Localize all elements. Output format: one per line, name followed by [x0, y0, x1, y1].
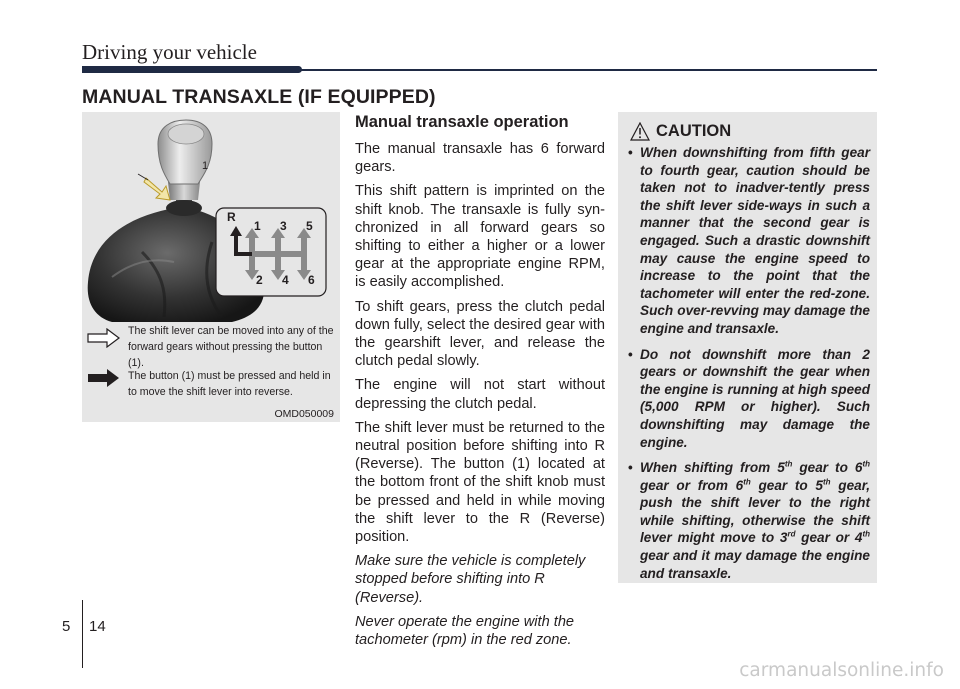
callout-number: 1: [202, 160, 209, 172]
operation-paragraph: To shift gears, press the clutch pedal down fully, select the desired gear with the gearshift lever, and release the clutch pedal slowly.: [355, 298, 605, 370]
operation-paragraph: This shift pattern is imprinted on the shift knob. The transaxle is fully syn-chronized in all forward gears so shifting to either a higher or a lower gear at the appropriate engine RPM, is easily accomplished.: [355, 183, 605, 291]
button-callout-arrow: [144, 178, 170, 200]
footer-divider: [82, 600, 83, 668]
gear-label-4: 4: [282, 273, 289, 287]
gear-label-2: 2: [256, 273, 263, 287]
caution-title: CAUTION: [656, 122, 732, 140]
watermark: carmanualsonline.info: [739, 660, 944, 681]
caution-list: [628, 144, 870, 590]
outline-arrow-icon: [87, 328, 121, 348]
caution-item: • When shifting from 5th gear to 6th gear or from 6th gear to 5th gear, push the shift lever to the right while shifting, otherwise the shift lever might move to 3rd gear or 4th gear and it may damage the engine and transaxle.: [628, 459, 871, 581]
operation-note: Never operate the engine with the tachometer (rpm) in the red zone.: [355, 613, 575, 649]
operation-paragraph: The engine will not start without depressing the clutch pedal.: [355, 377, 605, 412]
section-title: MANUAL TRANSAXLE (IF EQUIPPED): [82, 86, 436, 108]
caution-box: [618, 112, 877, 583]
legend-text-solid: The button (1) must be pressed and held in to move the shift lever into reverse.: [128, 370, 331, 398]
gear-label-r: R: [227, 210, 236, 224]
gear-label-3: 3: [280, 219, 287, 233]
figure-code: OMD050009: [274, 408, 334, 420]
operation-column: [355, 112, 605, 655]
caution-item: • Do not downshift more than 2 gears or downshift the gear when the engine is running at high speed (5,000 RPM or higher). Such downshifting may damage the engine.: [628, 346, 870, 450]
header-rule: [300, 69, 877, 71]
caution-item: • When downshifting from fifth gear to fourth gear, caution should be taken not to inadver-tently press the shift lever side-ways in such a manner that the second gear is engaged. Such a drastic downshift may cause the engine speed to increase to the point that the tachometer will enter the red-zone. Such over-revving may damage the engine and transaxle.: [628, 145, 870, 336]
operation-note: Make sure the vehicle is completely stopped before shifting into R (Reverse).: [355, 553, 586, 606]
shift-lever-figure: [82, 112, 340, 422]
operation-paragraph: The manual transaxle has 6 forward gears.: [355, 141, 605, 176]
operation-heading: Manual transaxle operation: [355, 113, 569, 131]
header-accent-bar: [82, 66, 302, 73]
gear-label-1: 1: [254, 219, 261, 233]
solid-arrow-icon: [87, 368, 121, 388]
warning-triangle-icon: [630, 122, 650, 142]
gear-label-5: 5: [306, 219, 313, 233]
page-header-title: Driving your vehicle: [82, 40, 257, 64]
gear-label-6: 6: [308, 273, 315, 287]
legend-text-outline: The shift lever can be moved into any of the forward gears without pressing the button (1).: [128, 325, 334, 369]
chapter-number: 5: [62, 618, 71, 635]
page-number: 14: [89, 618, 106, 635]
operation-paragraph: The shift lever must be returned to the neutral position before shifting into R (Reverse). The button (1) located at the bottom front of the shift knob must be pressed and held in while moving the shift lever to the R (Reverse) position.: [355, 419, 605, 546]
